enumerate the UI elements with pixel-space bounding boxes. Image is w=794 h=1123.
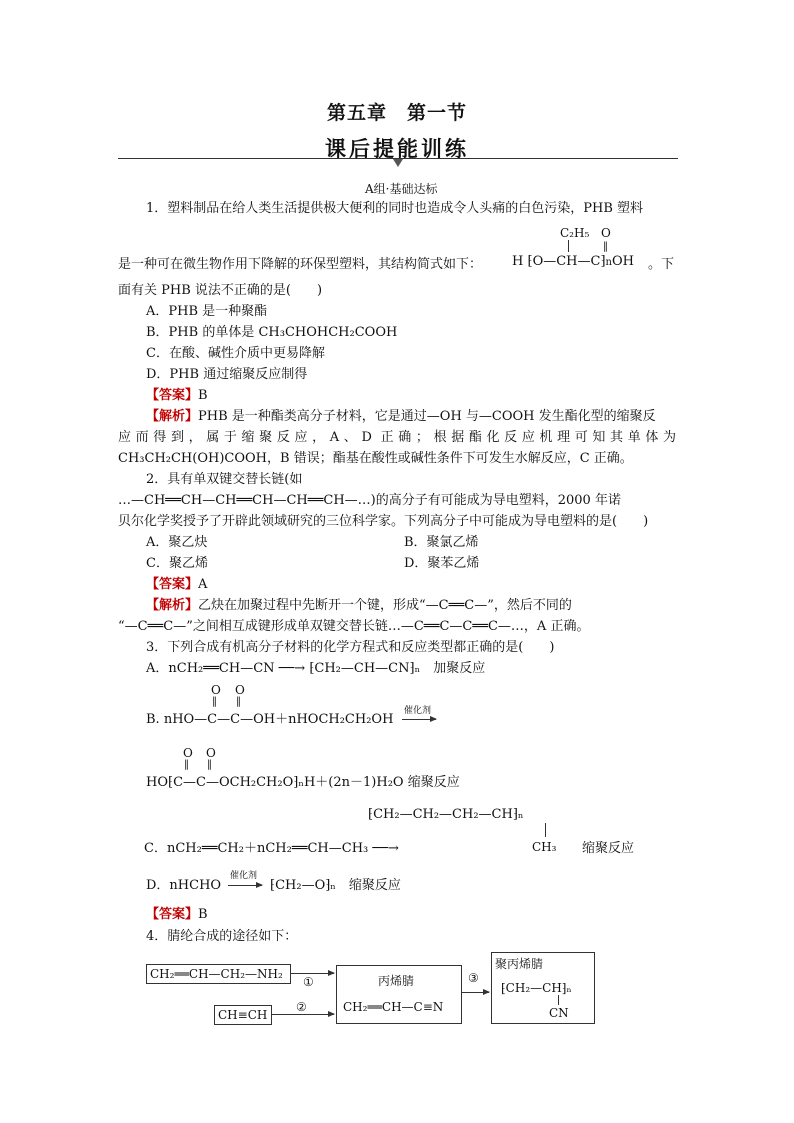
- q3b-double-bond-1: ‖: [212, 696, 217, 707]
- step3-label: ③: [468, 971, 479, 985]
- q1-analysis-1: 【解析】PHB 是一种酯类高分子材料，它是通过—OH 与—COOH 发生酯化型的缩聚反: [146, 409, 656, 424]
- q1-analysis-2: 应而得到，属于缩聚反应，A、D 正确；根据酯化反应机理可知其单体为: [118, 430, 676, 445]
- q3c-product: ⁅CH₂—CH₂—CH₂—CH⁆ₙ: [368, 807, 524, 822]
- q3-option-d: D．nHCHO: [146, 878, 222, 893]
- q3d-catalyst: 催化剂: [230, 871, 258, 881]
- q1-answer: 【答案】B: [146, 388, 208, 403]
- q3c-methyl: CH₃: [532, 840, 557, 854]
- q3-option-b: B. nHO—C—C—OH＋nHOCH₂CH₂OH: [146, 712, 394, 727]
- step2-arrow: [271, 1014, 334, 1015]
- q1-line3: 面有关 PHB 说法不正确的是( ): [118, 283, 323, 298]
- q3b-catalyst: 催化剂: [404, 706, 432, 716]
- q3c-bond: [545, 823, 546, 837]
- intermediate-name: 丙烯腈: [378, 974, 415, 988]
- q3-option-a: A．nCH₂══CH—CN ──→ ⁅CH₂—CH—CN⁆ₙ 加聚反应: [146, 661, 486, 676]
- q2-line3: 贝尔化学奖授予了开辟此领域研究的三位科学家。下列高分子中可能成为导电塑料的是( ): [118, 514, 649, 529]
- page-subtitle: 课后提能训练: [325, 136, 469, 161]
- q3-line1: 3．下列合成有机高分子材料的化学方程式和反应类型都正确的是( ): [146, 640, 555, 655]
- q1-option-c: C．在酸、碱性介质中更易降解: [146, 346, 325, 361]
- product-nitrile: CN: [549, 1006, 569, 1020]
- q3-answer: 【答案】B: [146, 907, 208, 922]
- q3b-prod-double-bond-1: ‖: [184, 759, 189, 770]
- q3c-type: 缩聚反应: [582, 841, 635, 856]
- q1-option-b: B．PHB 的单体是 CH₃CHOHCH₂COOH: [146, 325, 398, 340]
- q1-line2: 是一种可在微生物作用下降解的环保型塑料，其结构简式如下：: [118, 257, 483, 272]
- q1-double-bond: ‖: [603, 241, 608, 252]
- q3b-prod-double-bond-2: ‖: [207, 759, 212, 770]
- q3-option-c: C．nCH₂══CH₂＋nCH₂══CH—CH₃ ──→: [144, 841, 399, 856]
- q2-analysis-1: 【解析】乙炔在加聚过程中先断开一个键，形成“—C══C—”，然后不同的: [146, 598, 572, 613]
- step2-label: ②: [296, 1000, 307, 1014]
- q1-option-d: D．PHB 通过缩聚反应制得: [146, 367, 308, 382]
- product-formula: ⁅CH₂—CH⁆ₙ: [501, 981, 572, 995]
- q2-option-d: D．聚苯乙烯: [404, 556, 480, 571]
- q2-answer: 【答案】A: [146, 577, 208, 592]
- q4-line1: 4．腈纶合成的途径如下：: [146, 929, 298, 944]
- product-name: 聚丙烯腈: [495, 957, 544, 971]
- q1-formula-oxygen: O: [601, 226, 611, 240]
- q1-line1: 1．塑料制品在给人类生活提供极大便利的同时也造成令人头痛的白色污染，PHB 塑料: [146, 201, 644, 216]
- chapter-title: 第五章 第一节: [326, 102, 467, 124]
- q1-formula: H ⁅O—CH—C⁆nOH: [512, 254, 634, 269]
- q2-option-c: C．聚乙烯: [146, 556, 208, 571]
- q3b-double-bond-2: ‖: [236, 696, 241, 707]
- section-label: A组·基础达标: [365, 182, 438, 196]
- q1-line2-end: 。下: [648, 257, 675, 272]
- q1-analysis-3: CH₃CH₂CH(OH)COOH，B 错误；酯基在酸性或碱性条件下可发生水解反应，C 正确。: [118, 451, 633, 466]
- q3d-arrow: [228, 885, 262, 886]
- start-allylamine: CH₂══CH—CH₂—NH₂: [150, 967, 283, 981]
- q3b-prod-oxygen-2: O: [206, 746, 216, 760]
- down-triangle-icon: [393, 159, 403, 167]
- q3d-product: ⁅CH₂—O⁆ₙ 缩聚反应: [270, 878, 401, 893]
- q2-analysis-2: “—C══C—”之间相互成键形成单双键交替长链…—C══C—C══C—…，A 正确。: [118, 619, 590, 634]
- step3-arrow: [461, 992, 489, 993]
- q3b-product: HO⁅C—C—OCH₂CH₂O⁆ₙH＋(2n－1)H₂O 缩聚反应: [146, 775, 460, 790]
- q2-line2: …—CH══CH—CH══CH—CH══CH—…)的高分子有可能成为导电塑料，2000 年诺: [118, 493, 621, 508]
- q2-line1: 2．具有单双键交替长链(如: [146, 472, 303, 487]
- start-acetylene: CH≡CH: [218, 1008, 268, 1022]
- q2-option-a: A．聚乙炔: [146, 535, 208, 550]
- step1-label: ①: [303, 975, 314, 989]
- q1-bond: [568, 240, 569, 252]
- q1-formula-substituent: C₂H₅: [560, 226, 590, 240]
- q1-option-a: A．PHB 是一种聚酯: [146, 304, 268, 319]
- q3b-prod-oxygen-1: O: [183, 746, 193, 760]
- q2-option-b: B．聚氯乙烯: [404, 535, 479, 550]
- q3b-oxygen-2: O: [235, 683, 245, 697]
- product-bond: [558, 995, 559, 1005]
- q3b-oxygen-1: O: [211, 683, 221, 697]
- step1-arrow: [290, 973, 334, 974]
- q3b-arrow: [402, 719, 436, 720]
- intermediate-formula: CH₂══CH—C≡N: [343, 1000, 444, 1014]
